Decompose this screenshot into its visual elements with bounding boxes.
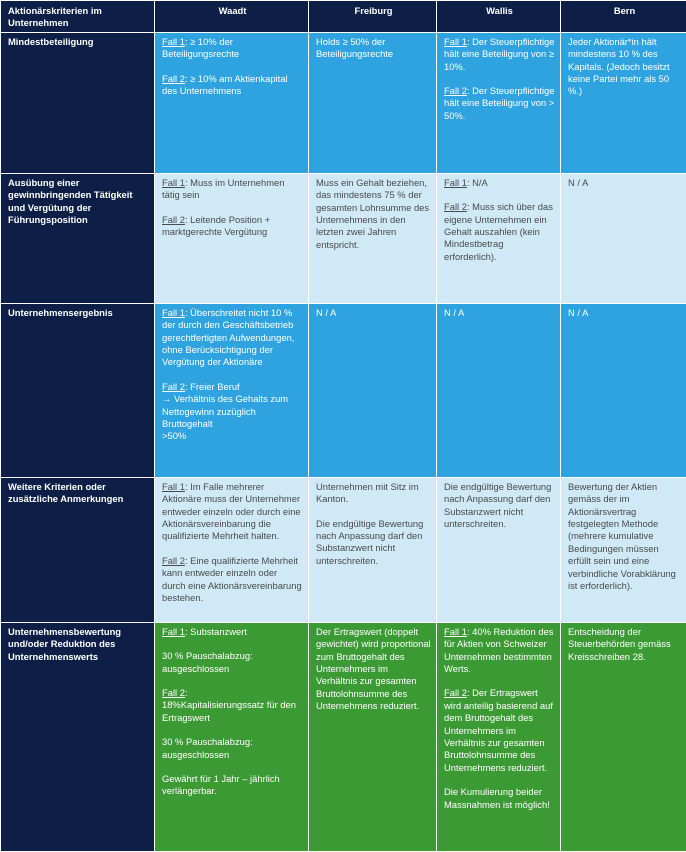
- cell-wallis: N / A: [437, 303, 561, 477]
- case-tag: Fall 1: [162, 481, 185, 492]
- cell-waadt: [155, 32, 309, 173]
- row-label: Ausübung einer gewinnbringenden Tätigkeit und Vergütung der Führungsposition: [1, 173, 155, 303]
- case-tag: Fall 1: [162, 626, 185, 637]
- row-label: Unternehmensbewertung und/oder Reduktion des Unternehmenswerts: [1, 622, 155, 851]
- cell-text: Unternehmen mit Sitz im Kanton.: [316, 481, 431, 506]
- case-text: >50%: [162, 430, 303, 442]
- case-text: : Der Steuerpflichtige hält eine Beteiligung von ≥ 10%.: [444, 36, 554, 72]
- case-tag: Fall 1: [162, 36, 185, 47]
- case-text: : ≥ 10% am Aktienkapital des Unternehmens: [162, 73, 288, 96]
- case-text: : Eine qualifizierte Mehrheit kann entweder einzeln oder durch eine Aktionärsvereinbarung bestehen.: [162, 555, 302, 603]
- case-tag: Fall 2: [162, 73, 185, 84]
- cell-freiburg: Der Ertragswert (doppelt gewichtet) wird proportional zum Bruttogehalt des Unternehmers im Verhältnis zur gesamten Bruttolohnsumme des Unternehmens reduziert.: [309, 622, 437, 851]
- row-taetigkeit: [1, 173, 686, 303]
- cell-waadt: [155, 303, 309, 477]
- cell-freiburg: Muss ein Gehalt beziehen, das mindestens 75 % der gesamten Lohnsumme des Unternehmens in den letzten zwei Jahren entspricht.: [309, 173, 437, 303]
- cell-bern: N / A: [561, 303, 686, 477]
- case-tag: Fall 1: [162, 307, 185, 318]
- cell-wallis: [437, 173, 561, 303]
- case-text: Gewährt für 1 Jahr – jährlich verlängerbar.: [162, 773, 303, 798]
- case-text: : Im Falle mehrerer Aktionäre muss der Unternehmer entweder einzeln oder durch eine Aktionärsvereinbarung die qualifizierte Mehrheit halten.: [162, 481, 301, 542]
- cell-freiburg: N / A: [309, 303, 437, 477]
- case-text: → Verhältnis des Gehalts zum Nettogewinn zuzüglich Bruttogehalt: [162, 393, 303, 430]
- case-text: : Der Steuerpflichtige hält eine Beteiligung von > 50%.: [444, 85, 554, 121]
- row-unternehmensergebnis: [1, 303, 686, 477]
- header-waadt: Waadt: [155, 1, 309, 33]
- header-row: [1, 1, 686, 33]
- cell-waadt: [155, 173, 309, 303]
- case-text: Die Kumulierung beider Massnahmen ist möglich!: [444, 786, 555, 811]
- case-tag: Fall 1: [162, 177, 185, 188]
- cell-wallis: [437, 32, 561, 173]
- cell-wallis: Die endgültige Bewertung nach Anpassung darf den Substanzwert nicht unterschreiten.: [437, 477, 561, 622]
- case-tag: Fall 2: [444, 687, 467, 698]
- case-text: : Überschreitet nicht 10 % der durch den Geschäftsbetrieb gerechtfertigten Aufwendungen, ohne Berücksichtigung der Vergütung der Aktionäre: [162, 307, 294, 368]
- case-text: : 40% Reduktion des für Aktien von Schweizer Unternehmen bestimmten Werts.: [444, 626, 553, 674]
- row-weitere-kriterien: [1, 477, 686, 622]
- case-text: 18%Kapitalisierungssatz für den Ertragswert: [162, 699, 303, 724]
- case-tag: Fall 1: [444, 626, 467, 637]
- case-tag: Fall 1: [444, 36, 467, 47]
- case-tag: Fall 2: [162, 214, 185, 225]
- case-text: 30 % Pauschalabzug: ausgeschlossen: [162, 736, 303, 761]
- case-text: : Substanzwert: [185, 626, 247, 637]
- case-text: : Der Ertragswert wird anteilig basierend auf dem Bruttogehalt des Unternehmers im Verhältnis zur gesamten Bruttolohnsumme des Unternehmens reduziert.: [444, 687, 553, 772]
- case-text: 30 % Pauschalabzug: ausgeschlossen: [162, 650, 303, 675]
- header-bern: Bern: [561, 1, 686, 33]
- row-label: Weitere Kriterien oder zusätzliche Anmerkungen: [1, 477, 155, 622]
- case-text: : Muss im Unternehmen tätig sein: [162, 177, 284, 200]
- row-mindestbeteiligung: [1, 32, 686, 173]
- cell-wallis: [437, 622, 561, 851]
- header-freiburg: Freiburg: [309, 1, 437, 33]
- case-text: : Freier Beruf: [185, 381, 240, 392]
- case-tag: Fall 2: [162, 687, 185, 698]
- cell-waadt: [155, 622, 309, 851]
- header-criteria: Aktionärskriterien im Unternehmen: [1, 1, 155, 33]
- case-tag: Fall 2: [444, 201, 467, 212]
- case-text: : N/A: [467, 177, 488, 188]
- case-tag: Fall 2: [444, 85, 467, 96]
- cell-waadt: [155, 477, 309, 622]
- case-text: : Leitende Position + marktgerechte Vergütung: [162, 214, 270, 237]
- case-tag: Fall 2: [162, 555, 185, 566]
- row-unternehmensbewertung: [1, 622, 686, 851]
- cell-text: Die endgültige Bewertung nach Anpassung darf den Substanzwert nicht unterschreiten.: [316, 518, 431, 568]
- case-tag: Fall 2: [162, 381, 185, 392]
- cell-freiburg: Holds ≥ 50% der Beteiligungsrechte: [309, 32, 437, 173]
- case-text: : Muss sich über das eigene Unternehmen ein Gehalt auszahlen (kein Mindestbetrag erforderlich).: [444, 201, 553, 262]
- cell-bern: Bewertung der Aktien gemäss der im Aktionärsvertrag festgelegten Methode (mehrere kumulative Bedingungen müssen erfüllt sein und eine verbindliche Vorabklärung ist erforderlich).: [561, 477, 686, 622]
- case-text: :: [185, 687, 188, 698]
- case-tag: Fall 1: [444, 177, 467, 188]
- case-text: : ≥ 10% der Beteiligungsrechte: [162, 36, 239, 59]
- cell-bern: Entscheidung der Steuerbehörden gemäss Kreisschreiben 28.: [561, 622, 686, 851]
- header-wallis: Wallis: [437, 1, 561, 33]
- row-label: Mindestbeteiligung: [1, 32, 155, 173]
- cell-freiburg: [309, 477, 437, 622]
- cell-bern: Jeder Aktionär*in hält mindestens 10 % des Kapitals. (Jedoch besitzt keine Partei mehr als 50 %.): [561, 32, 686, 173]
- cell-bern: N / A: [561, 173, 686, 303]
- row-label: Unternehmensergebnis: [1, 303, 155, 477]
